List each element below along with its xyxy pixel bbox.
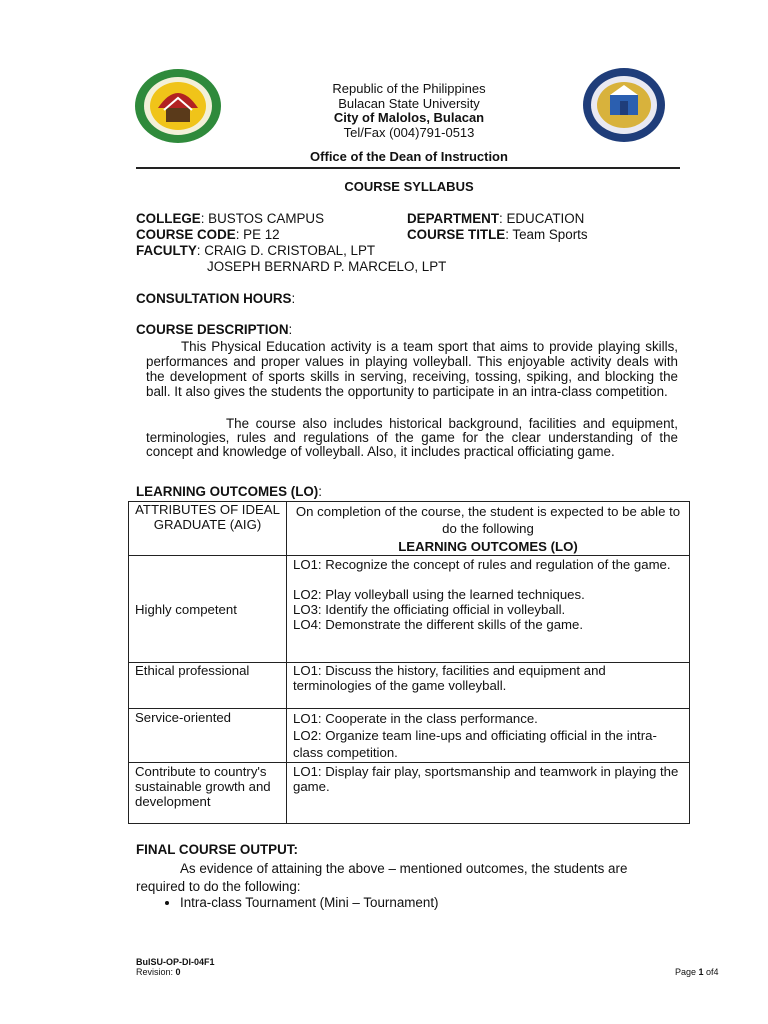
final-output-list [158, 895, 658, 910]
college-label: COLLEGE [136, 211, 201, 226]
learning-outcomes-heading: LEARNING OUTCOMES (LO): [136, 484, 322, 499]
form-code: BulSU-OP-DI-04F1 [136, 957, 215, 967]
lo-header-title: LEARNING OUTCOMES (LO) [287, 538, 690, 556]
outcome-spacer [293, 572, 683, 587]
learning-outcomes-table [128, 501, 690, 824]
attribute-cell: Highly competent [129, 556, 287, 663]
course-title-label: COURSE TITLE [407, 227, 506, 242]
outcome-item: LO2: Play volleyball using the learned techniques. [293, 587, 585, 602]
header-city: City of Malolos, Bulacan [333, 110, 485, 125]
outcomes-cell [287, 556, 690, 663]
revision-line: Revision: 0 [136, 967, 181, 977]
outcomes-cell [287, 709, 690, 763]
table-row [129, 663, 690, 709]
consultation-label: CONSULTATION HOURS [136, 291, 292, 306]
outcome-item: LO3: Identify the officiating official in volleyball. [293, 602, 566, 617]
faculty-value: : CRAIG D. CRISTOBAL, LPT [196, 243, 376, 258]
outcome-item: LO1: Cooperate in the class performance. [293, 711, 538, 726]
final-output-text: As evidence of attaining the above – mentioned outcomes, the students are required to do the following: [136, 861, 628, 894]
attribute-cell: Contribute to country's sustainable growth and development [129, 763, 287, 824]
table-header-row [129, 502, 690, 539]
attribute-cell: Ethical professional [129, 663, 287, 709]
lo-header-intro: On completion of the course, the student is expected to be able to do the following [287, 502, 690, 539]
consultation-hours: CONSULTATION HOURS: [136, 291, 296, 306]
course-code-label: COURSE CODE [136, 227, 236, 242]
final-output-heading: FINAL COURSE OUTPUT: [136, 842, 298, 857]
department-label: DEPARTMENT [407, 211, 499, 226]
table-row [129, 556, 690, 663]
aig-header: ATTRIBUTES OF IDEAL GRADUATE (AIG) [129, 502, 287, 556]
description-label: COURSE DESCRIPTION [136, 322, 289, 337]
page-number: 1 [698, 967, 704, 977]
outcome-item: LO2: Organize team line-ups and officiating official in the intra-class competition. [293, 728, 657, 760]
faculty-label: FACULTY [136, 243, 197, 258]
header-office: Office of the Dean of Instruction [310, 149, 508, 164]
attribute-cell: Service-oriented [129, 709, 287, 763]
outcome-item: LO1: Display fair play, sportsmanship and teamwork in playing the game. [287, 763, 690, 824]
department-line [407, 211, 584, 227]
header-divider [136, 167, 680, 169]
list-item: • Intra-class Tournament (Mini – Tournament) [180, 895, 658, 910]
description-heading: COURSE DESCRIPTION: [136, 322, 293, 337]
document-title: COURSE SYLLABUS [344, 179, 474, 194]
course-title-line [407, 227, 588, 243]
course-code-line [136, 227, 280, 243]
revision-number: 0 [175, 967, 181, 977]
outcome-item: LO1: Recognize the concept of rules and regulation of the game. [293, 557, 671, 572]
outcome-item: LO4: Demonstrate the different skills of the game. [293, 617, 584, 632]
header-university: Bulacan State University [338, 95, 480, 111]
course-title-value: : Team Sports [505, 227, 588, 242]
department-value: : EDUCATION [499, 211, 585, 226]
faculty-second: JOSEPH BERNARD P. MARCELO, LPT [207, 259, 447, 274]
description-paragraph-1: This Physical Education activity is a team sport that aims to provide playing skills, performances and proper values in playing volleyball. This enjoyable activity deals with the development of sports skills in serving, receiving, tossing, spiking, and blocking the ball. It also gives the students the opportunity to participate in an intra-class competition. [146, 339, 678, 399]
course-code-value: : PE 12 [235, 227, 280, 242]
table-row [129, 763, 690, 824]
description-paragraph-2: The course also includes historical background, facilities and equipment, terminologies, rules and regulations of the game for the clear understanding of the concept and knowledge of volleyball. Also, it includes practical officiating game. [146, 416, 678, 459]
table-row [129, 709, 690, 763]
header-republic: Republic of the Philippines [332, 81, 486, 96]
college-value: : BUSTOS CAMPUS [200, 211, 325, 226]
learning-outcomes-label: LEARNING OUTCOMES (LO) [136, 484, 319, 499]
page-indicator: Page 1 of4 [675, 967, 719, 977]
faculty-line [136, 243, 375, 259]
outcome-item: LO1: Discuss the history, facilities and equipment and terminologies of the game volleyball. [287, 663, 690, 709]
header-telfax: Tel/Fax (004)791-0513 [343, 124, 475, 140]
college-line [136, 211, 324, 227]
header-block [0, 82, 768, 140]
